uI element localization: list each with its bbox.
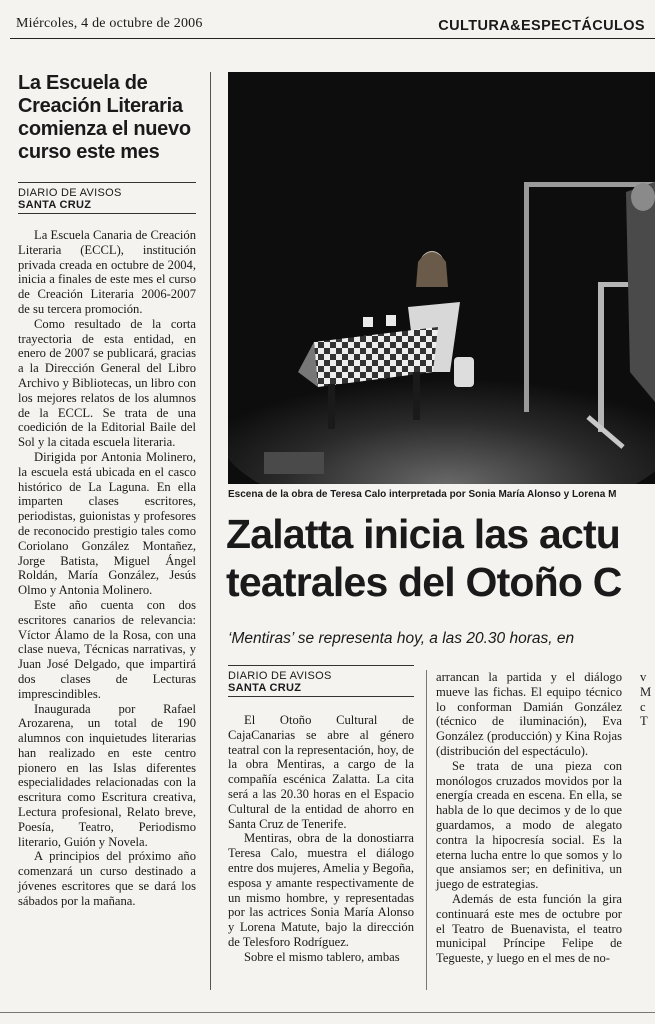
- photo-caption: Escena de la obra de Teresa Calo interpretada por Sonia María Alonso y Lorena M: [228, 489, 617, 500]
- paragraph: arrancan la partida y el diálogo mueve las fichas. El equipo técnico lo conforman Damián González (técnico de iluminación), Eva González (producción) y Kina Rojas (distribución del espectáculo).: [436, 670, 622, 758]
- paragraph: Este año cuenta con dos escritores canarios de relevancia: Víctor Álamo de la Rosa, con una clase nueva, Técnicas narrativas, y Juan José Delgado, que impartirá dos clases de Lecturas imprescindibles.: [18, 597, 196, 701]
- column-divider: [210, 72, 211, 990]
- main-article-column-2: [436, 670, 622, 966]
- issue-date: Miércoles, 4 de octubre de 2006: [16, 16, 203, 31]
- main-article-column-1: [228, 713, 414, 965]
- paragraph: Se trata de una pieza con monólogos cruzados movidos por la energía creada en escena. En ella, se habla de lo que decimos y de lo que guardamos, a modo de alegato contra la hipocresía social. Es la eterna lucha entre lo que somos y lo que ansiamos ser; en definitiva, un juego de estrategias.: [436, 758, 622, 892]
- paragraph: Como resultado de la corta trayectoria de esta entidad, en enero de 2007 se publicará, gracias a la Dirección General del Libro Archivo y Bibliotecas, un libro con los mejores relatos de los alumnos de la ECCL. Se trata de una coedición de la Editorial Baile del Sol y la citada escuela literaria.: [18, 316, 196, 450]
- page-header: [10, 14, 655, 39]
- main-article-column-3-cropped: v M c T: [640, 670, 652, 729]
- paragraph: El Otoño Cultural de CajaCanarias se abre al género teatral con la representación, hoy, de la obra Mentiras, a cargo de la compañía escénica Zalatta. La cita será a las 20.30 horas en el Espacio Cultural de la entidad de ahorro en Santa Cruz de Tenerife.: [228, 713, 414, 831]
- left-article: [18, 72, 196, 909]
- byline-source: DIARIO DE AVISOS: [18, 187, 122, 199]
- column-divider: [426, 670, 427, 990]
- paragraph: Mentiras, obra de la donostiarra Teresa Calo, muestra el diálogo entre dos mujeres, Amelia y Begoña, esposa y amante respectivamente de un mismo hombre, y representadas por las actrices Sonia María Alonso y Lorena Matute, bajo la dirección de Telesforo Rodríguez.: [228, 831, 414, 949]
- main-article-byline: [228, 665, 414, 697]
- main-subheadline: ‘Mentiras’ se representa hoy, a las 20.30 horas, en: [228, 630, 575, 647]
- main-headline: Zalatta inicia las actu teatrales del Otoño C: [226, 511, 622, 605]
- stage-photo: [228, 72, 655, 484]
- left-article-byline: [18, 182, 196, 214]
- paragraph: Además de esta función la gira continuará este mes de octubre por el Teatro de Buenavista, el teatro municipal Príncipe Felipe de Tegueste, y luego en el mes de no-: [436, 891, 622, 966]
- paragraph: Dirigida por Antonia Molinero, la escuela está ubicada en el casco histórico de La Laguna. En ella imparten clases escritores, periodistas, guionistas y profesores de reconocido prestigio tales como Coriolano González Montañez, Jorge Batista, Miguel Ángel Roldán, María González, Jesús Olmo y Antonia Molinero.: [18, 449, 196, 598]
- stage-scene-illustration: [228, 72, 655, 484]
- page-bottom-rule: [0, 1012, 655, 1013]
- section-title: CULTURA&ESPECTÁCULOS: [438, 18, 645, 34]
- paragraph: Inaugurada por Rafael Arozarena, un total de 190 alumnos con inquietudes literarias han realizado en este centro pionero en las Islas diferentes especialidades relacionadas con la escritura como Escritura creativa, Lectura profesional, Relato breve, Poesía, Teatro, Periodismo literario, Guión y Novela.: [18, 701, 196, 849]
- byline-source: DIARIO DE AVISOS: [228, 670, 332, 682]
- paragraph: Sobre el mismo tablero, ambas: [244, 949, 400, 964]
- paragraph: La Escuela Canaria de Creación Literaria (ECCL), institución privada creada en octubre de 2004, inicia a finales de este mes el curso de Creación Literaria 2006-2007 de su tercera promoción.: [18, 228, 196, 316]
- paragraph: A principios del próximo año comenzará un curso destinado a jóvenes escritores que se dará los sábados por la mañana.: [18, 849, 196, 908]
- byline-city: SANTA CRUZ: [228, 682, 414, 697]
- left-article-title: La Escuela de Creación Literaria comienza el nuevo curso este mes: [18, 72, 191, 163]
- left-article-body: [18, 228, 196, 909]
- byline-city: SANTA CRUZ: [18, 199, 196, 214]
